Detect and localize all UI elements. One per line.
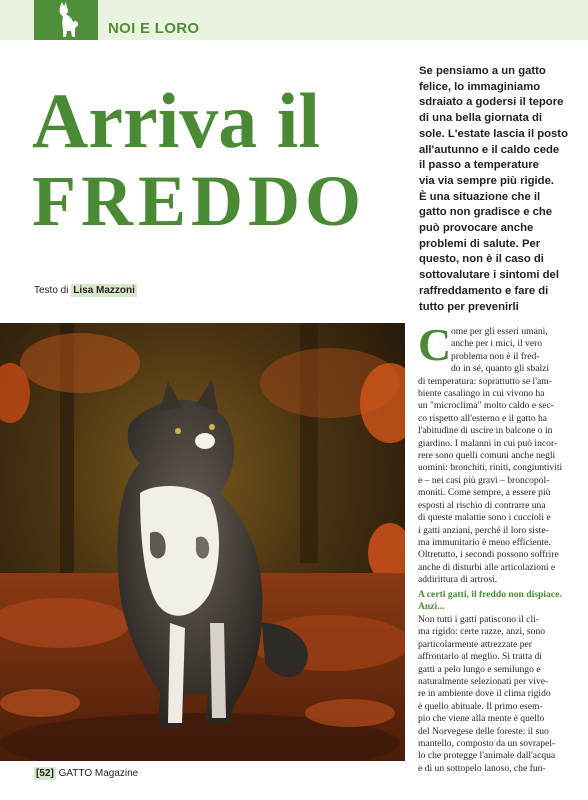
text-line: affrontarlo al meglio. Si tratta di [418, 651, 542, 663]
intro-line: tutto per prevenirli [419, 300, 519, 313]
text-line: gatti a pelo lungo e semilungo e [418, 663, 541, 675]
intro-line: gatto non gradisce e che [419, 206, 553, 219]
text-line: i gatti anziani, perché il loro siste- [418, 524, 549, 536]
text-line: ma immunitario è meno efficiente. [418, 536, 551, 548]
page-footer [34, 768, 138, 779]
intro-line: sole. L'estate lascia il posto [419, 127, 568, 140]
byline-prefix: Testo di [34, 285, 69, 296]
intro-line: all'autunno e il caldo cede [419, 143, 560, 156]
intro-line: problemi di salute. Per [419, 237, 541, 250]
subhead-line: A certi gatti, il freddo non dispiace. [418, 589, 562, 600]
section-logo [34, 0, 98, 40]
text-line: di queste malattie sono i cuccioli e [418, 512, 551, 524]
text-line: lo che protegge l'animale dall'acqua [418, 750, 556, 762]
text-line: l'abitudine di uscire in balcone o in [418, 425, 553, 437]
text-line: e – nei casi più gravi – broncopol- [418, 474, 550, 486]
article-paragraph-1 [418, 326, 580, 587]
text-line: di temperatura: soprattutto se l'am- [418, 375, 552, 387]
page-number: [52] [36, 768, 54, 779]
article-paragraph-2 [418, 614, 580, 775]
intro-line: sottovalutare i sintomi del [419, 269, 559, 282]
text-line: particolarmente attrezzate per [418, 638, 532, 650]
drop-cap: C [418, 319, 452, 370]
text-line: naturalmente selezionati per vive- [418, 676, 549, 688]
intro-line: raffreddamento e fare di [419, 284, 549, 297]
text-line: Oltretutto, i secondi possono soffrire [418, 549, 559, 561]
text-line: mantello, composto da un sovrapel- [418, 738, 556, 750]
text-line: del Norvegese delle foreste: il suo [418, 725, 549, 737]
headline-line-2: FREDDO [32, 161, 366, 241]
intro-line: di una bella giornata di [419, 112, 543, 125]
text-line: rere sono quelli comuni anche negli [418, 450, 556, 462]
text-line: problema non è il fred- [451, 350, 540, 362]
text-line: anche per i mici, il vero [451, 338, 543, 350]
text-line: re in ambiente dove il clima rigido [418, 688, 551, 700]
text-line: co rispetto all'esterno e il gatto ha [418, 412, 548, 424]
text-line: ome per gli esseri umani, [451, 326, 548, 337]
headline-line-1: Arriva il [32, 77, 321, 164]
intro-line: il passo a temperature [419, 159, 539, 172]
cat-silhouette-icon [54, 1, 84, 39]
text-line: pio che viene alla mente è quello [418, 713, 545, 725]
text-line: giardino. I malanni in cui può incor- [418, 437, 558, 449]
intro-line: Se pensiamo a un gatto [419, 65, 546, 77]
text-line: do in sé, quanto gli sbalzi [451, 363, 550, 375]
intro-line: questo, non è il caso di [419, 253, 544, 266]
text-line: anche di disturbi alle articolazioni e [418, 561, 556, 573]
text-line: addirittura di artrosi. [418, 574, 498, 586]
text-line: Non tutti i gatti patiscono il cli- [418, 614, 539, 625]
text-line: ma rigido: certe razze, anzi, sono [418, 626, 546, 638]
byline-author: Lisa Mazzoni [73, 285, 135, 296]
text-line: è quello abituale. Il primo esem- [418, 700, 543, 712]
text-line: uomini: bronchiti, riniti, congiuntiviti [418, 462, 563, 474]
intro-line: È una situazione che il [419, 190, 541, 203]
cat-autumn-photo [0, 323, 405, 761]
subhead-line: Anzi... [418, 601, 445, 613]
intro-line: sdraiato a godersi il tepore [419, 96, 564, 109]
text-line: un "microclima" molto caldo e sec- [418, 400, 554, 412]
byline [34, 285, 137, 296]
article-subhead [418, 589, 580, 614]
intro-line: può provocare anche [419, 222, 534, 235]
magazine-name: GATTO Magazine [58, 768, 139, 779]
text-line: moniti. Come sempre, a essere più [418, 487, 551, 499]
intro-line: via via sempre più rigide. [419, 174, 554, 187]
text-line: e di un sottopelo lanoso, che fun- [418, 762, 546, 774]
intro-standfirst [419, 64, 579, 315]
section-label: NOI E LORO [108, 20, 200, 37]
text-line: biente casalingo in cui vivono ha [418, 388, 545, 400]
intro-line: felice, lo immaginiamo [419, 80, 541, 93]
text-line: esposti al rischio di contrarre una [418, 499, 546, 511]
